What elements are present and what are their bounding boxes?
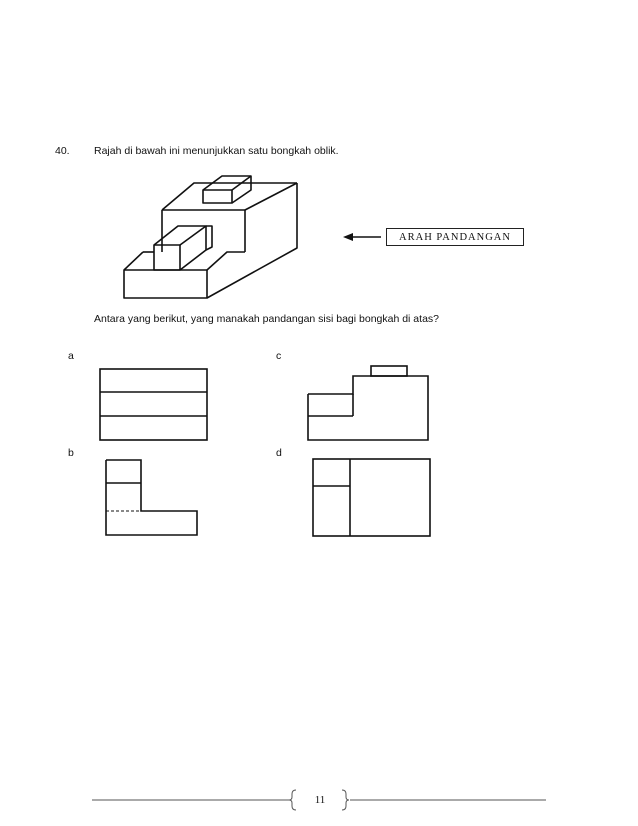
option-c-label[interactable]: c: [276, 350, 282, 362]
question-prompt: Antara yang berikut, yang manakah pandangan sisi bagi bongkah di atas?: [94, 313, 439, 325]
option-d-label[interactable]: d: [276, 447, 282, 459]
question-text: Rajah di bawah ini menunjukkan satu bongkah oblik.: [94, 145, 339, 157]
direction-label-box: [386, 228, 524, 246]
option-b-label[interactable]: b: [68, 447, 74, 459]
option-a-label[interactable]: a: [68, 350, 74, 362]
question-number: 40.: [55, 145, 70, 157]
direction-label: ARAH PANDANGAN: [399, 231, 511, 243]
page-number: 11: [314, 794, 326, 806]
